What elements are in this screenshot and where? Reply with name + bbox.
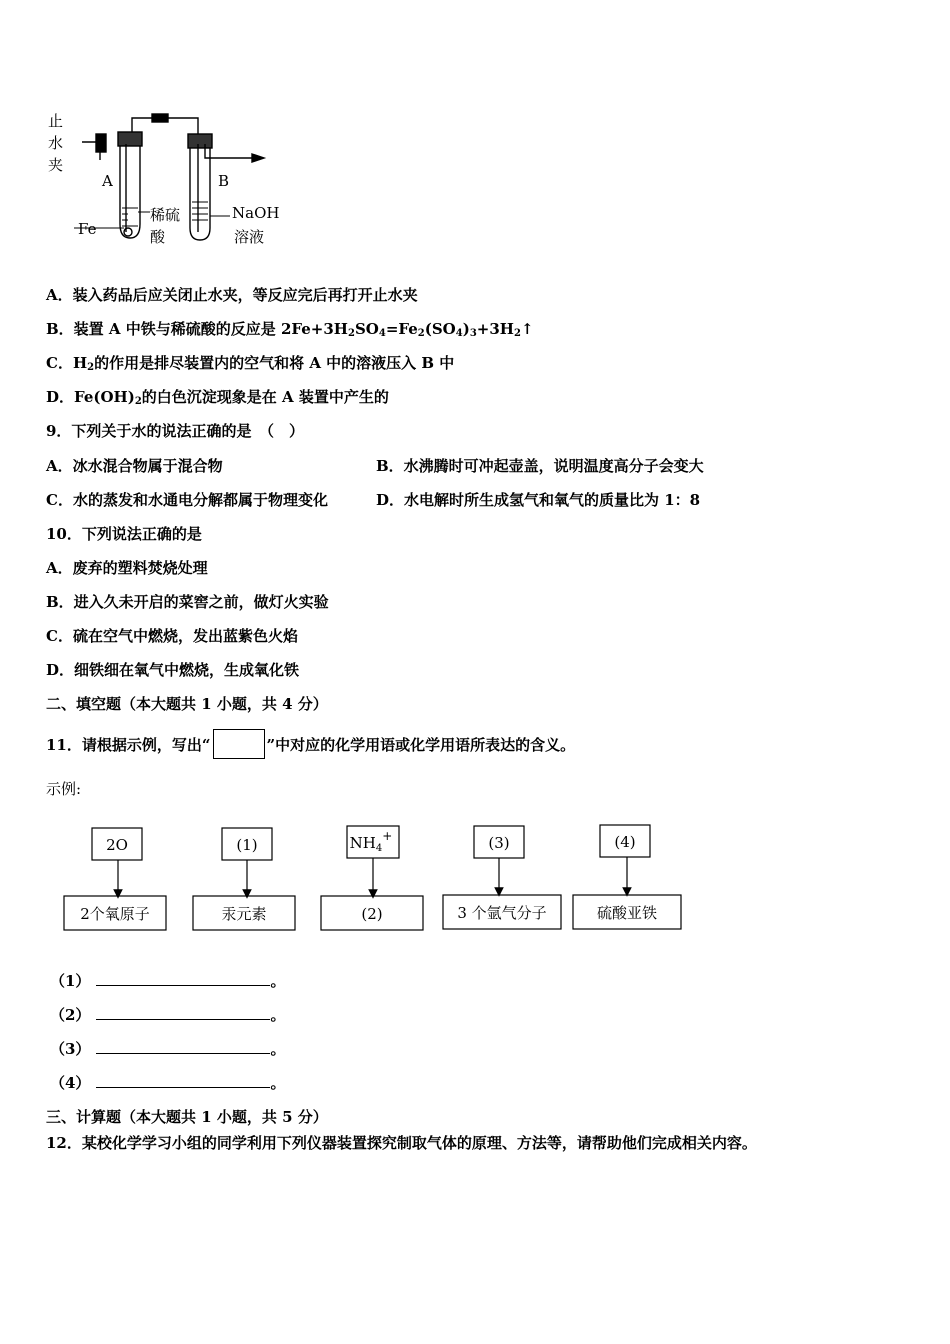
top-text-2: (1) [236,836,258,854]
q10-option-c: C．硫在空气中燃烧，发出蓝紫色火焰 [46,627,298,645]
q9-stem: 9．下列关于水的说法正确的是 （ ） [46,422,304,440]
q8-b-part-10: +3H [476,320,514,338]
answer-blank-1[interactable] [96,971,270,986]
q9-row-ab [46,456,223,476]
top-text-4: (3) [488,834,510,852]
bottom-text-1: 2个氧原子 [80,905,150,923]
bottom-text-5: 硫酸亚铁 [596,904,658,922]
answer-line-1 [50,971,285,991]
tube-b-body [190,148,210,240]
nh-text: NH [349,834,376,852]
answer-line-4 [50,1073,285,1093]
q8-option-c [46,353,454,373]
clamp-label-3: 夹 [48,156,64,174]
q9-option-a: A．冰水混合物属于混合物 [46,457,223,475]
q9-option-c: C．水的蒸发和水通电分解都属于物理变化 [46,491,328,509]
q12-stem: 12．某校化学学习小组的同学利用下列仪器装置探究制取气体的原理、方法等，请帮助他们完成相关内容。 [46,1134,757,1152]
q11-stem-after: ”中对应的化学用语或化学用语所表达的含义。 [266,736,576,754]
q8-d-sub: 2 [134,396,142,407]
tube-b-stopper [188,134,212,148]
example-diagram [60,820,690,936]
section-2-heading: 二、填空题（本大题共 1 小题，共 4 分） [46,695,328,713]
q8-b-sub-3: 4 [378,328,386,339]
top-text-5: (4) [614,833,636,851]
section-3-heading: 三、计算题（本大题共 1 小题，共 5 分） [46,1108,328,1126]
answer-end-4: 。 [270,1074,286,1092]
naoh-label-1: NaOH [232,204,280,222]
nh-superscript: + [382,829,393,843]
top-text-1: 2O [106,836,128,854]
q11-stem [46,731,575,761]
q8-b-part-6: (SO [424,320,456,338]
q8-d-prefix: D．Fe(OH) [46,388,135,406]
answer-label-2: （2） [50,1006,91,1024]
q11-stem-before: 11．请根据示例，写出“ [46,736,211,754]
q8-d-rest: 的白色沉淀现象是在 A 装置中产生的 [141,388,389,406]
tube-b-label: B [218,172,230,190]
naoh-label-2: 溶液 [234,228,265,246]
top-text-3 [350,829,393,854]
tube-a-label: A [102,172,113,190]
answer-end-1: 。 [270,972,286,990]
fe-pieces [124,228,132,236]
tube-a-body [120,146,140,238]
answer-label-4: （4） [50,1074,91,1092]
answer-label-3: （3） [50,1040,91,1058]
answer-end-3: 。 [270,1040,286,1058]
answer-label-1: （1） [50,972,91,990]
q8-b-part-2: SO [354,320,379,338]
bottom-text-2: 汞元素 [221,905,267,923]
apparatus-figure [40,104,290,254]
q10-option-a: A．废弃的塑料焚烧处理 [46,559,208,577]
q8-option-d [46,387,389,407]
q8-b-part-8: ) [462,320,470,338]
q8-c-sub: 2 [87,362,95,373]
q8-c-prefix: C．H [46,354,88,372]
answer-end-2: 。 [270,1006,286,1024]
q10-stem: 10．下列说法正确的是 [46,525,202,543]
outlet-arrow [252,154,264,162]
answer-line-2 [50,1005,285,1025]
stopcock-clamp [96,134,106,152]
q8-c-rest: 的作用是排尽装置内的空气和将 A 中的溶液压入 B 中 [94,354,455,372]
answer-blank-3[interactable] [96,1039,270,1054]
q8-b-sub-7: 4 [455,328,463,339]
answer-line-3 [50,1039,285,1059]
clamp-label-2: 水 [48,134,64,152]
answer-blank-2[interactable] [96,1005,270,1020]
bottom-text-3: (2) [361,905,383,923]
q8-b-sub-5: 2 [417,328,425,339]
q10-option-b: B．进入久未开启的菜窖之前，做灯火实验 [46,593,329,611]
bottom-text-4: 3 个氩气分子 [457,904,547,922]
q9-option-b: B．水沸腾时可冲起壶盖，说明温度高分子会变大 [376,457,704,475]
q8-option-a: A．装入药品后应关闭止水夹，等反应完后再打开止水夹 [46,286,418,304]
q8-b-prefix: B．装置 A 中铁与稀硫酸的反应是 2Fe+3H [46,320,348,338]
q9-option-d: D．水电解时所生成氢气和氧气的质量比为 1：8 [376,491,701,509]
q8-b-sub-11: 2 [513,328,521,339]
q10-option-d: D．细铁细在氧气中燃烧，生成氧化铁 [46,661,300,679]
q8-b-sub-1: 2 [347,328,355,339]
answer-blank-4[interactable] [96,1073,270,1088]
nh-subscript: 4 [375,843,383,854]
q8-option-b [46,319,534,339]
tube-clamp-top [152,114,168,122]
q8-b-sub-9: 3 [469,328,477,339]
acid-label-1: 稀硫 [150,206,181,224]
fe-label: Fe [78,220,97,238]
example-label: 示例: [46,780,82,798]
q8-b-part-12: ↑ [520,320,534,338]
q8-b-part-4: =Fe [385,320,418,338]
clamp-label-1: 止 [48,112,64,130]
acid-label-2: 酸 [150,228,166,246]
q11-blank-box [213,729,265,759]
tube-a-stopper [118,132,142,146]
